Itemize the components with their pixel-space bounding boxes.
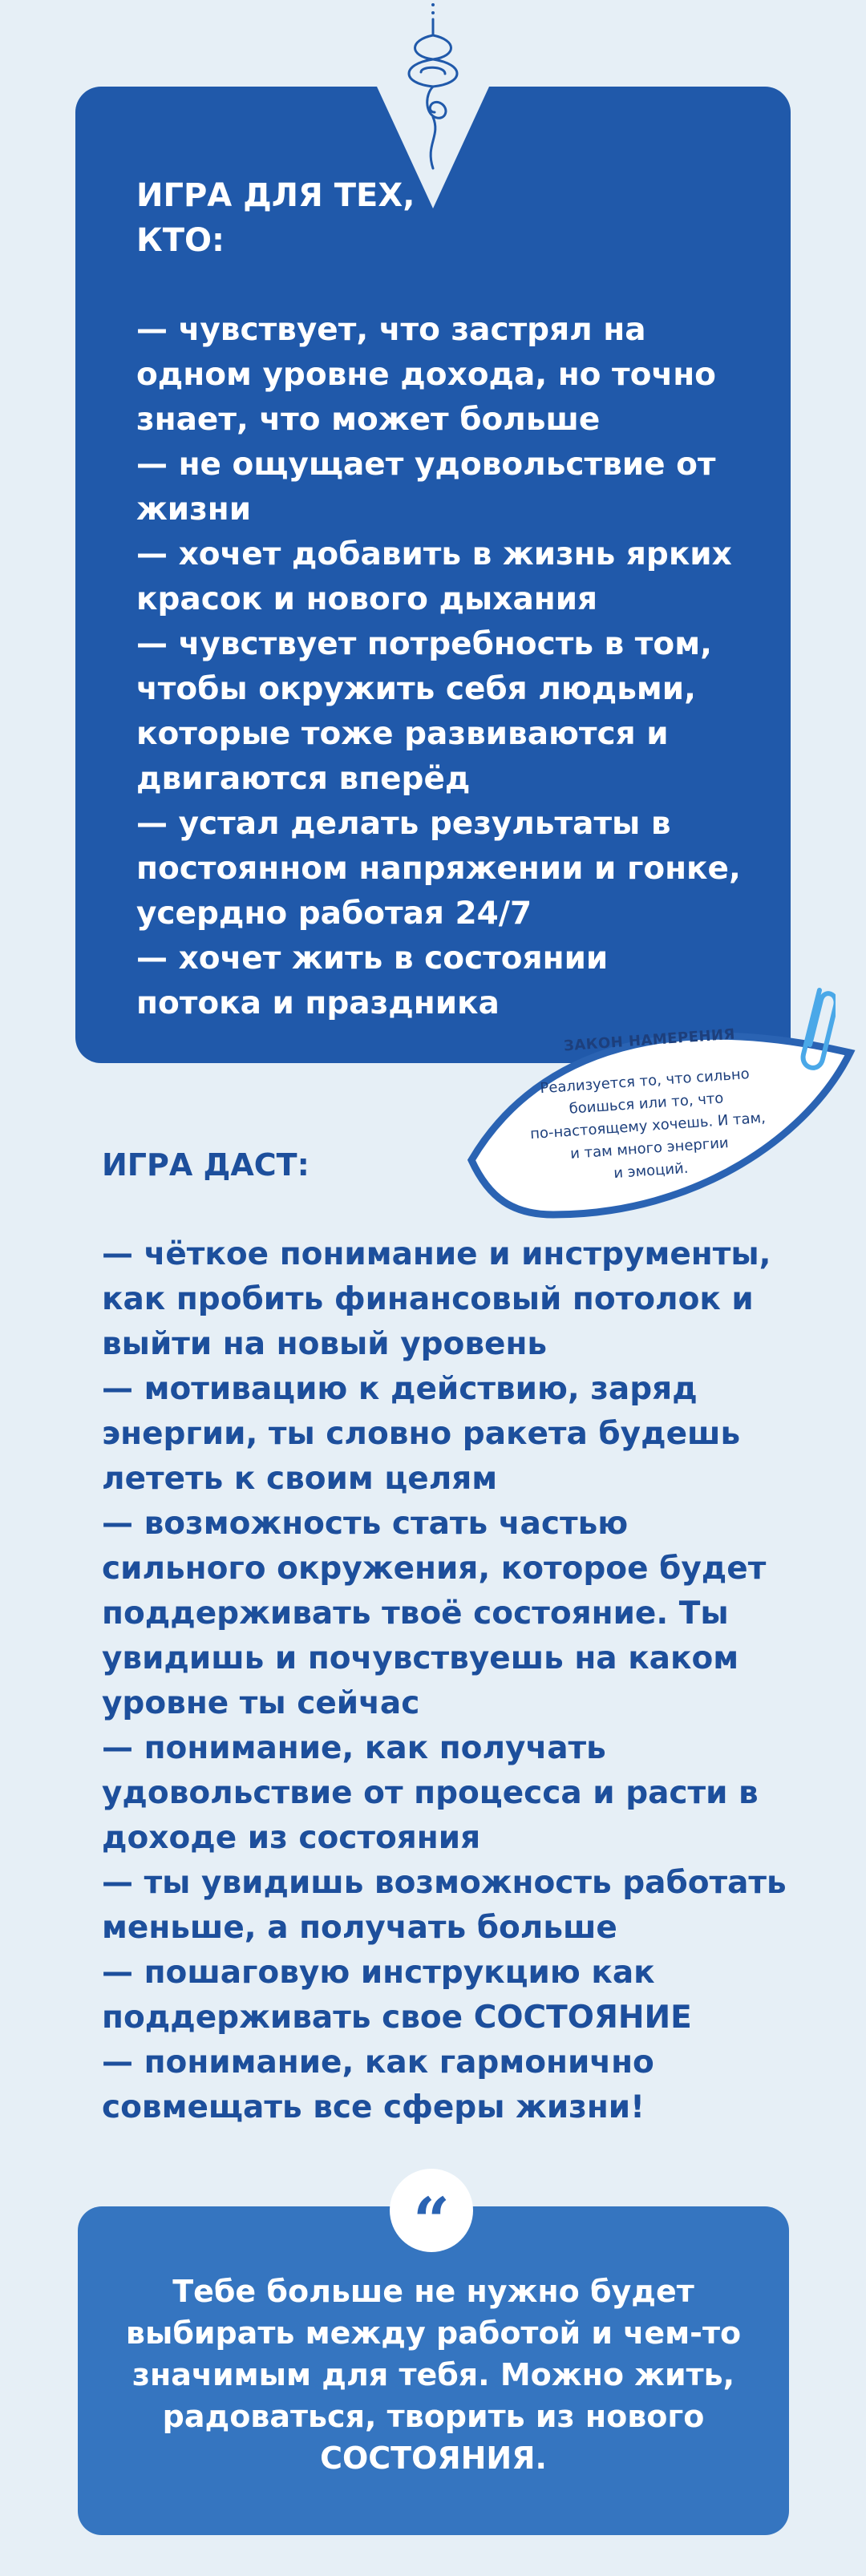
list-item: — чёткое понимание и инструменты, как пробить финансовый потолок и выйти на новый уровень — [102, 1236, 771, 1362]
audience-card — [75, 87, 791, 1063]
law-title: ЗАКОН НАМЕРЕНИЯ — [563, 1025, 736, 1055]
list-item: — понимание, как гармонично совмещать все сферы жизни! — [102, 2044, 654, 2125]
list-item: — ты увидишь возможность работать меньше, а получать больше — [102, 1865, 787, 1946]
list-item: — мотивацию к действию, заряд энергии, ты словно ракета будешь лететь к своим целям — [102, 1371, 741, 1497]
benefits-title: ИГРА ДАСТ: — [102, 1147, 310, 1183]
quote-text: Тебе больше не нужно будет выбирать между работой и чем-то значимым для тебя. Можно жить, радоваться, творить из нового СОСТОЯНИЯ. — [125, 2274, 742, 2476]
quote-icon: “ — [390, 2169, 473, 2252]
list-item: — возможность стать частью сильного окружения, которое будет поддерживать твоё состояние. Ты увидишь и почувствуешь на каком уровне ты сейчас — [102, 1506, 767, 1721]
list-item: — пошаговую инструкцию как поддерживать свое СОСТОЯНИЕ — [102, 1955, 692, 2036]
unalome-ornament-icon — [377, 0, 489, 212]
benefits-section — [102, 1142, 791, 2130]
list-item: — хочет добавить в жизнь ярких красок и нового дыхания — [136, 536, 732, 617]
list-item: — хочет жить в состоянии потока и праздника — [136, 940, 609, 1021]
list-item: — понимание, как получать удовольствие от процесса и расти в доходе из состояния — [102, 1730, 759, 1856]
audience-list — [136, 308, 743, 1026]
list-item: — чувствует, что застрял на одном уровне дохода, но точно знает, что может больше — [136, 312, 716, 438]
list-item: — устал делать результаты в постоянном напряжении и гонке, усердно работая 24/7 — [136, 806, 741, 932]
audience-title: ИГРА ДЛЯ ТЕХ, КТО: — [136, 177, 415, 259]
benefits-list — [102, 1232, 791, 2130]
list-item: — не ощущает удовольствие от жизни — [136, 447, 716, 528]
law-text: Реализуется то, что сильно боишься или то, что по-настоящему хочешь. И там, и там много энергии и эмоций. — [529, 1066, 767, 1183]
paperclip-icon — [787, 974, 836, 1078]
list-item: — чувствует потребность в том, чтобы окружить себя людьми, которые тоже развиваются и двигаются вперёд — [136, 626, 712, 797]
